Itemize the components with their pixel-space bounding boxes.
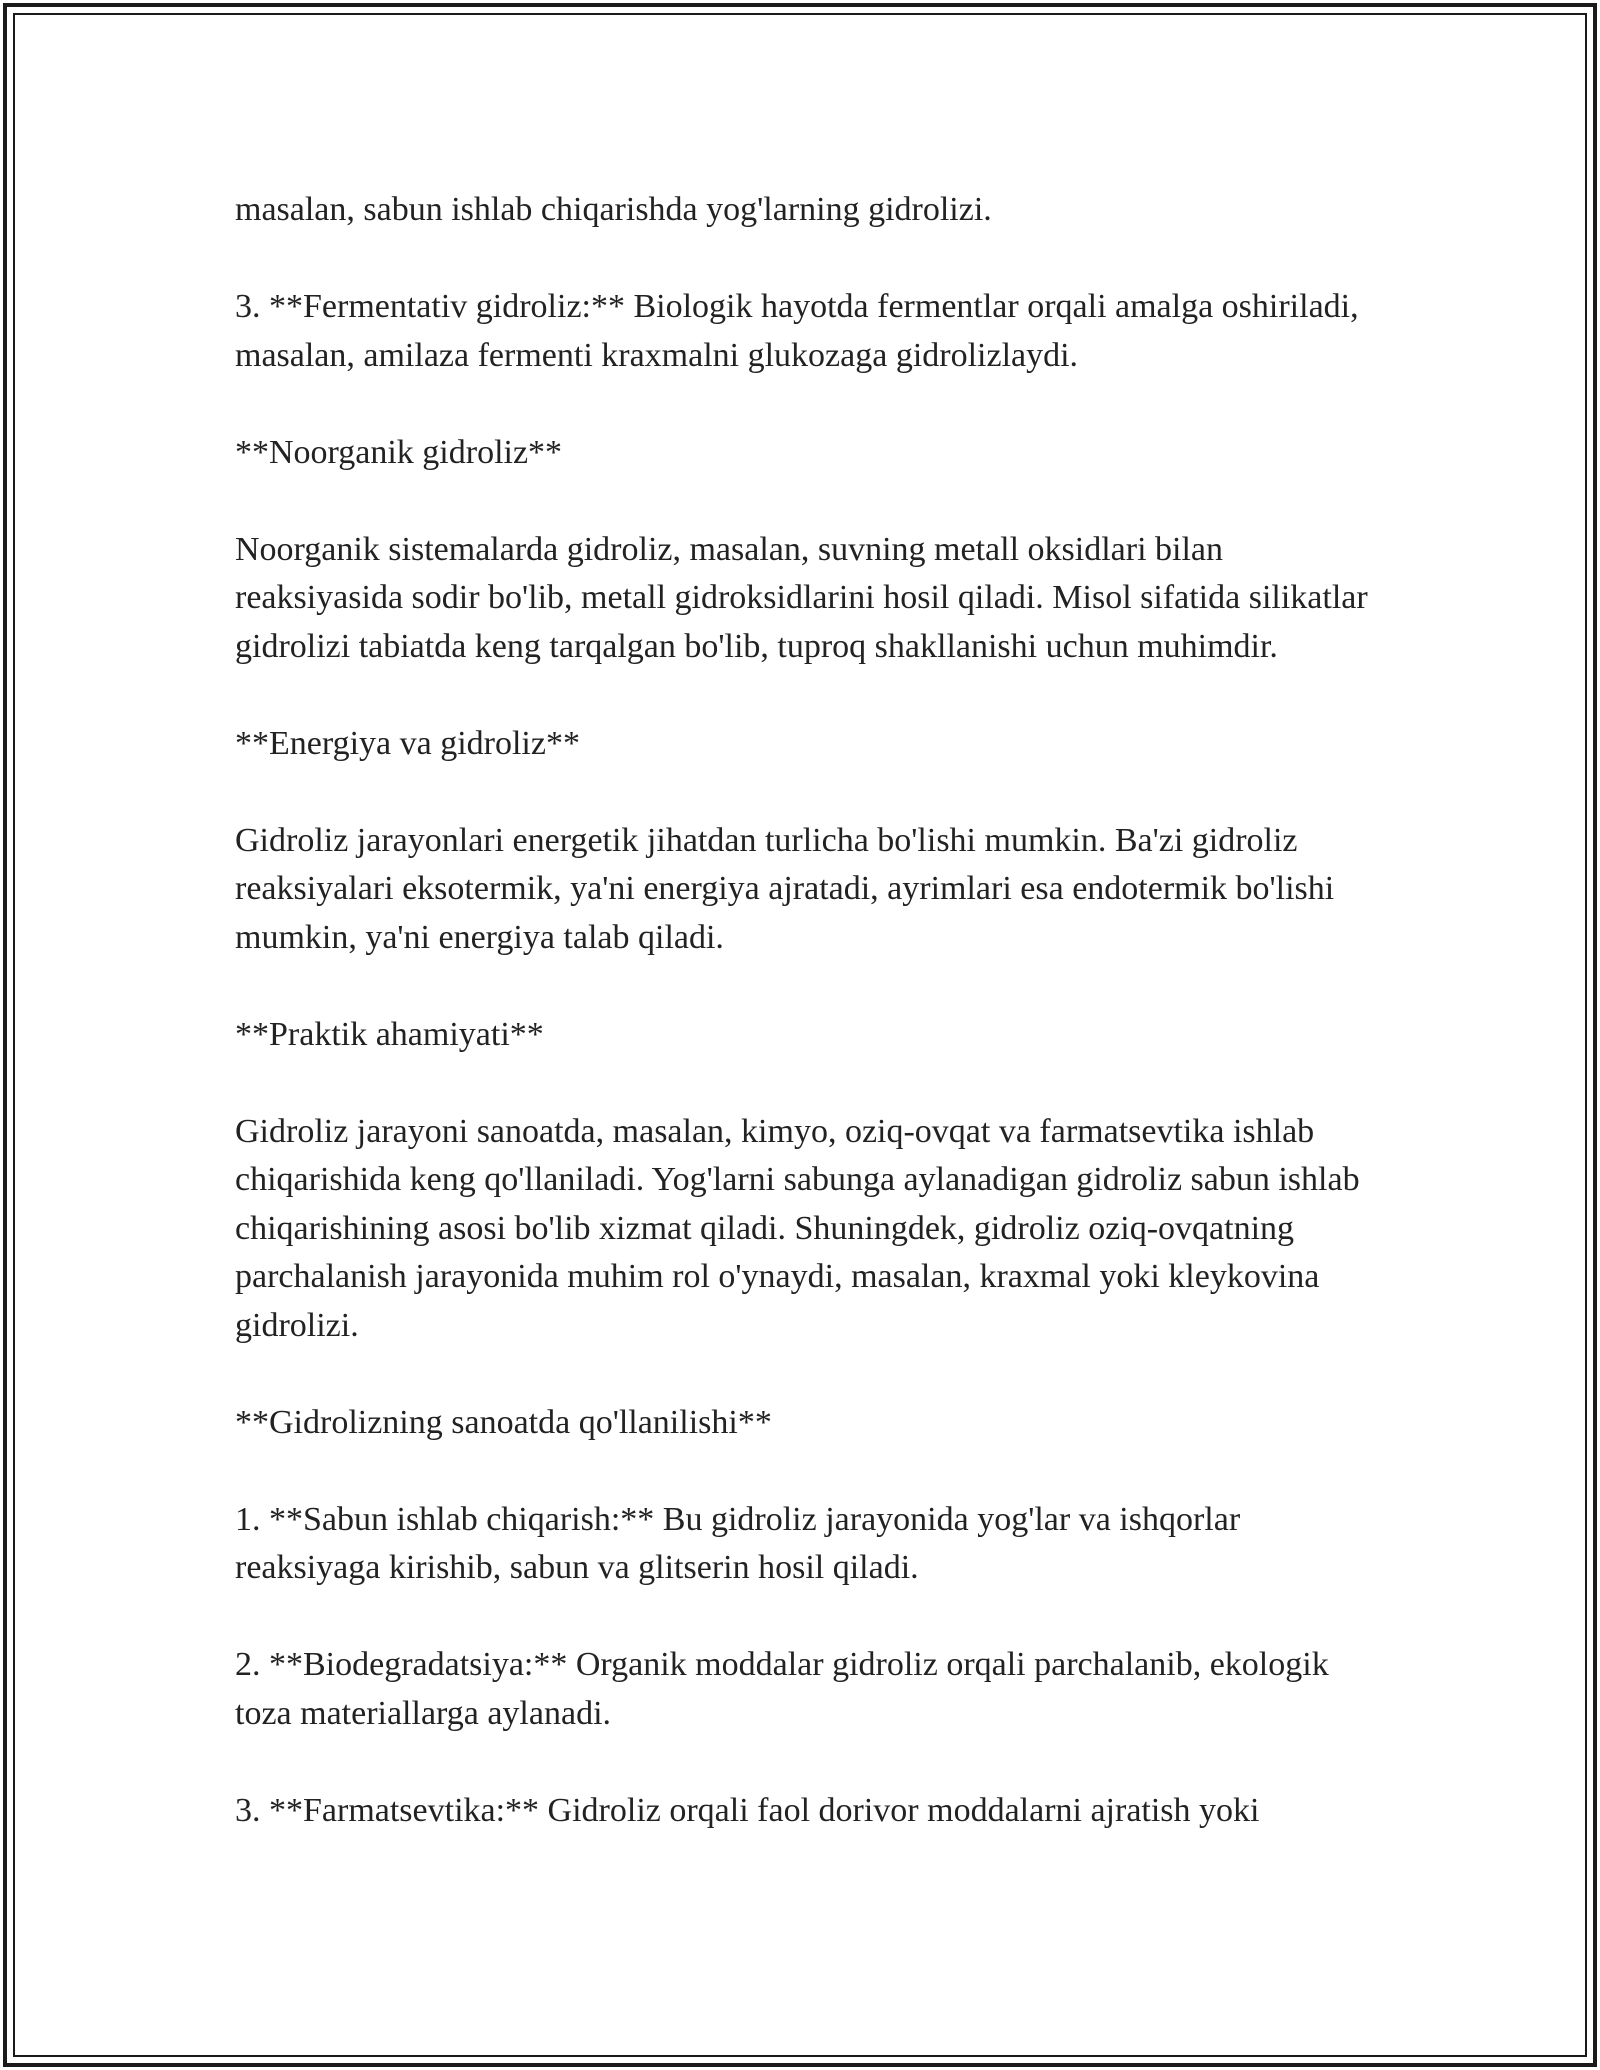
- list-item-biodegradatsiya: 2. **Biodegradatsiya:** Organik moddalar gidroliz orqali parchalanib, ekologik toza materiallarga aylanadi.: [235, 1646, 1329, 1732]
- heading-noorganik-gidroliz: **Noorganik gidroliz**: [235, 433, 563, 471]
- document-body: [235, 186, 1385, 1835]
- heading-sanoatda-qollanilishi: **Gidrolizning sanoatda qo'llanilishi**: [235, 1403, 772, 1441]
- paragraph-energiya-va-gidroliz: Gidroliz jarayonlari energetik jihatdan turlicha bo'lishi mumkin. Ba'zi gidroliz reaksiyalari eksotermik, ya'ni energiya ajratadi, ayrimlari esa endotermik bo'lishi mumkin, ya'ni energiya talab qiladi.: [235, 821, 1335, 956]
- paragraph-fermentativ-gidroliz: 3. **Fermentativ gidroliz:** Biologik hayotda fermentlar orqali amalga oshiriladi, masalan, amilaza fermenti kraxmalni glukozaga gidrolizlaydi.: [235, 288, 1359, 374]
- heading-energiya-va-gidroliz: **Energiya va gidroliz**: [235, 724, 580, 762]
- paragraph-noorganik-gidroliz: Noorganik sistemalarda gidroliz, masalan, suvning metall oksidlari bilan reaksiyasida sodir bo'lib, metall gidroksidlarini hosil qiladi. Misol sifatida silikatlar gidrolizi tabiatda keng tarqalgan bo'lib, tuproq shakllanishi uchun muhimdir.: [235, 530, 1368, 665]
- heading-praktik-ahamiyati: **Praktik ahamiyati**: [235, 1015, 544, 1053]
- paragraph-praktik-ahamiyati: Gidroliz jarayoni sanoatda, masalan, kimyo, oziq-ovqat va farmatsevtika ishlab chiqarishida keng qo'llaniladi. Yog'larni sabunga aylanadigan gidroliz sabun ishlab chiqarishining asosi bo'lib xizmat qiladi. Shuningdek, gidroliz oziq-ovqatning parchalanish jarayonida muhim rol o'ynaydi, masalan, kraxmal yoki kleykovina gidrolizi.: [235, 1112, 1360, 1344]
- paragraph-continuation: masalan, sabun ishlab chiqarishda yog'larning gidrolizi.: [235, 191, 992, 228]
- list-item-sabun: 1. **Sabun ishlab chiqarish:** Bu gidroliz jarayonida yog'lar va ishqorlar reaksiyaga kirishib, sabun va glitserin hosil qiladi.: [235, 1500, 1241, 1586]
- list-item-farmatsevtika: 3. **Farmatsevtika:** Gidroliz orqali faol dorivor moddalarni ajratish yoki: [235, 1791, 1260, 1829]
